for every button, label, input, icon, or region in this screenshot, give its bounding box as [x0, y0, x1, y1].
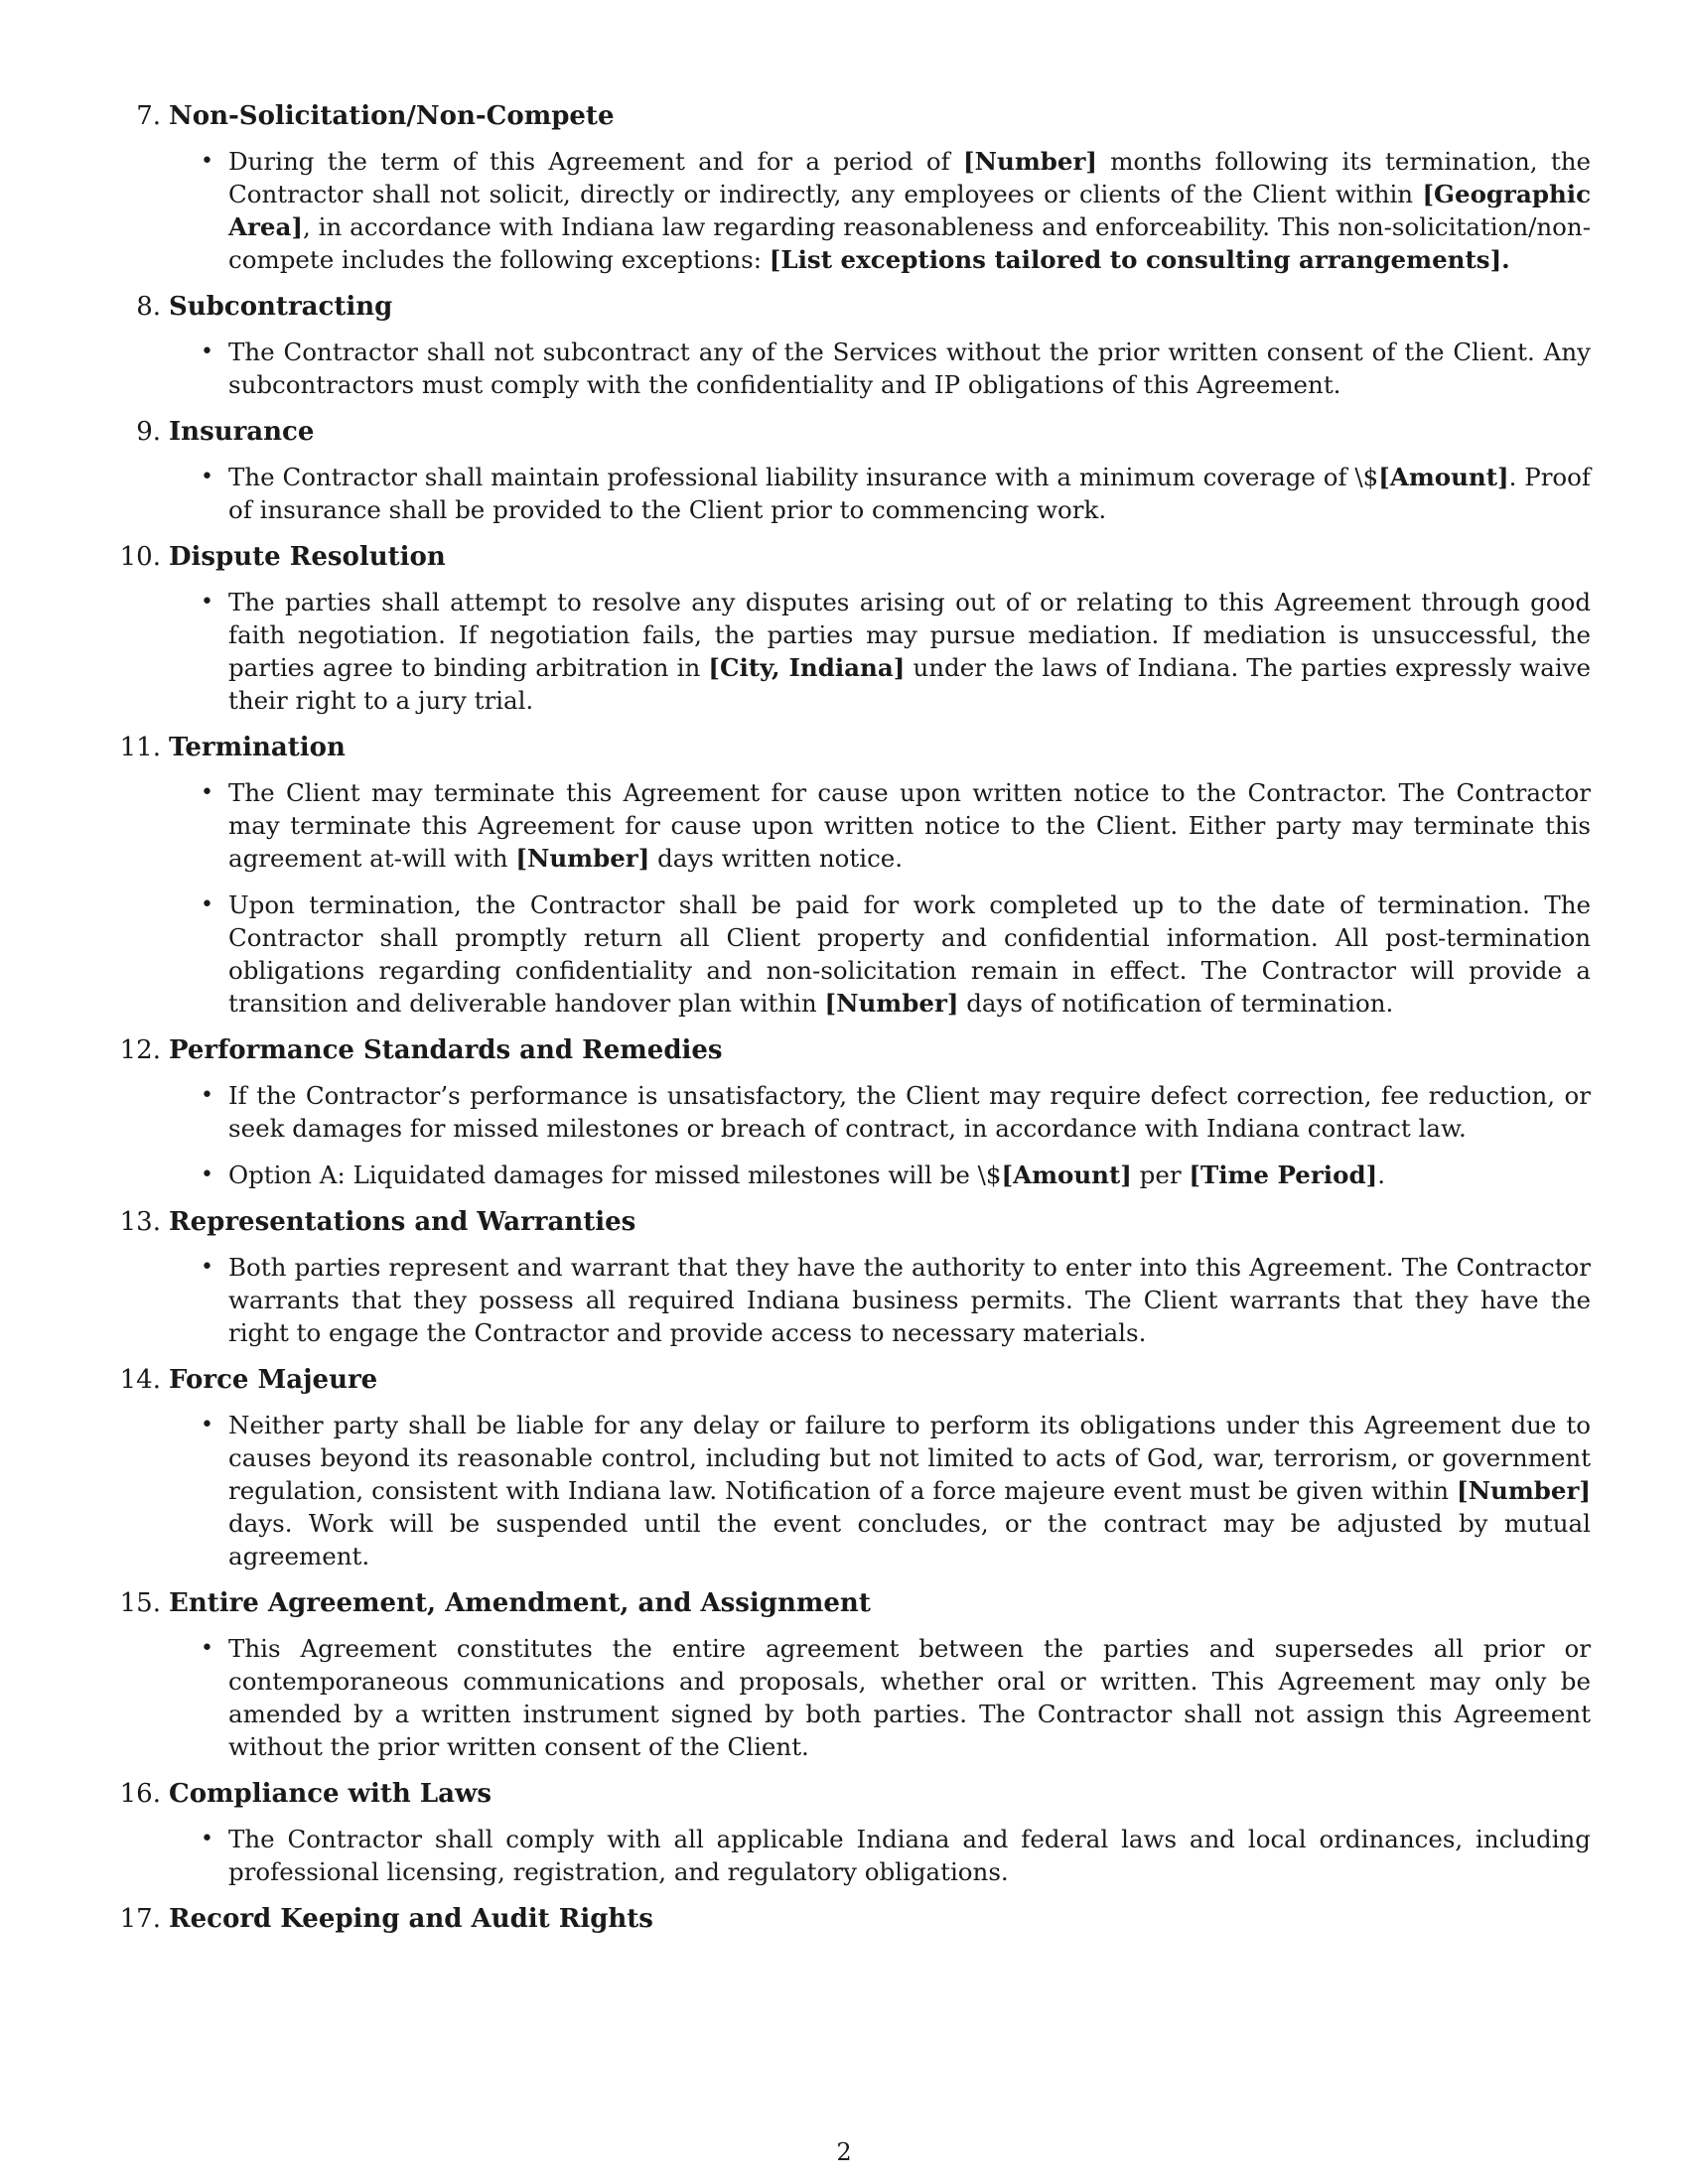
section-title: Non-Solicitation/Non-Compete: [169, 101, 615, 131]
section-number: 12.: [119, 1035, 161, 1065]
clause-text: The parties shall attempt to resolve any disputes arising out of or relating to this Agreement through good faith negotiation. If negotiation fails, the parties may pursue mediation. If mediation is unsuccessful, the parties agree to binding arbitration in: [228, 588, 1591, 682]
section-7: [129, 97, 1591, 276]
placeholder-text: [City, Indiana]: [708, 653, 906, 682]
bullet-item: [129, 888, 1591, 1020]
section-heading: [119, 1584, 1591, 1622]
clause-text: days. Work will be suspended until the event concludes, or the contract may be adjusted by mutual agreement.: [228, 1509, 1591, 1570]
document-body: [119, 97, 1592, 1950]
section-title: Entire Agreement, Amendment, and Assignment: [169, 1588, 871, 1618]
clause-text: per: [1131, 1160, 1190, 1189]
section-number: 14.: [119, 1365, 161, 1395]
bullet-icon: •: [201, 1162, 213, 1187]
placeholder-text: [Amount]: [1378, 463, 1509, 491]
section-heading: [119, 1361, 1591, 1399]
section-15: [119, 1584, 1591, 1763]
section-heading: [119, 729, 1591, 766]
clause-text: months following its termination, the Contractor shall not solicit, directly or indirectly, any employees or clients of the Client within: [228, 147, 1591, 208]
section-heading: [129, 288, 1591, 326]
clause-text: , in accordance with Indiana law regarding reasonableness and enforceability. This non-solicitation/non-compete includes the following exceptions:: [228, 212, 1591, 274]
section-14: [119, 1361, 1591, 1572]
section-title: Performance Standards and Remedies: [169, 1035, 723, 1065]
section-heading: [119, 1900, 1591, 1938]
section-16: [119, 1775, 1591, 1888]
bullet-icon: •: [201, 1636, 213, 1661]
bullet-item: [129, 145, 1591, 276]
section-heading: [119, 1031, 1591, 1069]
section-number: 8.: [136, 292, 161, 322]
section-9: [129, 413, 1591, 526]
clause-text: During the term of this Agreement and for a period of: [228, 147, 964, 176]
placeholder-text: [Time Period]: [1189, 1160, 1378, 1189]
bullet-icon: •: [201, 1083, 213, 1108]
section-title: Dispute Resolution: [169, 542, 446, 572]
bullet-list: [129, 1632, 1591, 1763]
section-heading: [129, 413, 1591, 451]
section-title: Insurance: [169, 417, 315, 447]
bullet-list: [129, 336, 1591, 401]
bullet-icon: •: [201, 340, 213, 364]
placeholder-text: [Number]: [515, 844, 650, 873]
placeholder-text: [Number]: [1457, 1476, 1591, 1505]
bullet-icon: •: [201, 1413, 213, 1437]
section-number: 9.: [136, 417, 161, 447]
bullet-item: [129, 461, 1591, 526]
placeholder-text: [Amount]: [1001, 1160, 1132, 1189]
bullet-item: [129, 1159, 1591, 1191]
placeholder-text: [Number]: [824, 989, 959, 1018]
section-number: 17.: [119, 1904, 161, 1934]
bullet-item: [129, 1251, 1591, 1349]
section-number: 13.: [119, 1207, 161, 1237]
clause-text: Upon termination, the Contractor shall be paid for work completed up to the date of termination. The Contractor shall promptly return all Client property and confidential information. All post-termination obligations regarding confidentiality and non-solicitation remain in effect. The Contractor will provide a transition and deliverable handover plan within: [228, 890, 1591, 1018]
placeholder-text: [Geographic Area]: [228, 180, 1591, 241]
bullet-list: [129, 461, 1591, 526]
section-number: 15.: [119, 1588, 161, 1618]
bullet-icon: •: [201, 149, 213, 174]
section-number: 11.: [119, 733, 161, 762]
section-heading: [129, 97, 1591, 135]
section-11: [119, 729, 1591, 1020]
bullet-icon: •: [201, 780, 213, 805]
section-title: Compliance with Laws: [169, 1779, 492, 1809]
section-heading: [119, 1775, 1591, 1813]
section-number: 16.: [119, 1779, 161, 1809]
bullet-list: [129, 1251, 1591, 1349]
section-8: [129, 288, 1591, 401]
clause-text: Option A: Liquidated damages for missed milestones will be \$: [228, 1160, 1002, 1189]
bullet-list: [129, 586, 1591, 717]
placeholder-text: [Number]: [963, 147, 1097, 176]
bullet-item: [129, 1079, 1591, 1145]
section-title: Force Majeure: [169, 1365, 378, 1395]
section-title: Subcontracting: [169, 292, 393, 322]
clause-text: days of notification of termination.: [958, 989, 1394, 1018]
clause-text: The Contractor shall maintain professional liability insurance with a minimum coverage of \$: [228, 463, 1379, 491]
section-number: 7.: [136, 101, 161, 131]
bullet-icon: •: [201, 465, 213, 489]
clause-text: .: [1377, 1160, 1385, 1189]
placeholder-text: [List exceptions tailored to consulting arrangements].: [769, 245, 1510, 274]
clause-text: The Contractor shall comply with all applicable Indiana and federal laws and local ordinances, including professional licensing, registration, and regulatory obligations.: [228, 1825, 1591, 1886]
section-number: 10.: [119, 542, 161, 572]
bullet-item: [129, 336, 1591, 401]
section-title: Representations and Warranties: [169, 1207, 636, 1237]
bullet-icon: •: [201, 1255, 213, 1280]
clause-text: days written notice.: [649, 844, 904, 873]
clause-text: Both parties represent and warrant that they have the authority to enter into this Agreement. The Contractor warrants that they possess all required Indiana business permits. The Client warrants that they have the right to engage the Contractor and provide access to necessary materials.: [228, 1253, 1591, 1347]
bullet-list: [129, 1079, 1591, 1191]
section-heading: [119, 538, 1591, 576]
bullet-icon: •: [201, 892, 213, 917]
bullet-list: [129, 1409, 1591, 1572]
bullet-item: [129, 1632, 1591, 1763]
section-heading: [119, 1203, 1591, 1241]
clause-text: If the Contractor’s performance is unsatisfactory, the Client may require defect correction, fee reduction, or seek damages for missed milestones or breach of contract, in accordance with Indiana contract law.: [228, 1081, 1591, 1143]
bullet-list: [129, 145, 1591, 276]
section-10: [119, 538, 1592, 717]
page-number: 2: [836, 2138, 852, 2166]
clause-text: Neither party shall be liable for any delay or failure to perform its obligations under this Agreement due to causes beyond its reasonable control, including but not limited to acts of God, war, terrorism, or government regulation, consistent with Indiana law. Notification of a force majeure event must be given within: [228, 1411, 1591, 1505]
bullet-item: [129, 1823, 1591, 1888]
section-17: [119, 1900, 1591, 1938]
bullet-item: [129, 776, 1591, 875]
clause-text: under the laws of Indiana. The parties expressly waive their right to a jury trial.: [228, 653, 1592, 715]
bullet-icon: •: [201, 1827, 213, 1851]
clause-text: The Client may terminate this Agreement for cause upon written notice to the Contractor. The Contractor may terminate this Agreement for cause upon written notice to the Client. Either party may terminate this agreement at-will with: [228, 778, 1591, 873]
clause-text: . Proof of insurance shall be provided to the Client prior to commencing work.: [228, 463, 1592, 524]
bullet-list: [129, 776, 1591, 1020]
bullet-item: [129, 1409, 1591, 1572]
bullet-item: [129, 586, 1591, 717]
section-12: [119, 1031, 1591, 1191]
section-title: Record Keeping and Audit Rights: [169, 1904, 653, 1934]
clause-text: This Agreement constitutes the entire agreement between the parties and supersedes all prior or contemporaneous communications and proposals, whether oral or written. This Agreement may only be amended by a written instrument signed by both parties. The Contractor shall not assign this Agreement without the prior written consent of the Client.: [228, 1634, 1591, 1761]
bullet-icon: •: [201, 590, 213, 614]
section-13: [119, 1203, 1591, 1349]
bullet-list: [129, 1823, 1591, 1888]
clause-text: The Contractor shall not subcontract any of the Services without the prior written consent of the Client. Any subcontractors must comply with the confidentiality and IP obligations of this Agreement.: [228, 338, 1591, 399]
section-title: Termination: [169, 733, 346, 762]
